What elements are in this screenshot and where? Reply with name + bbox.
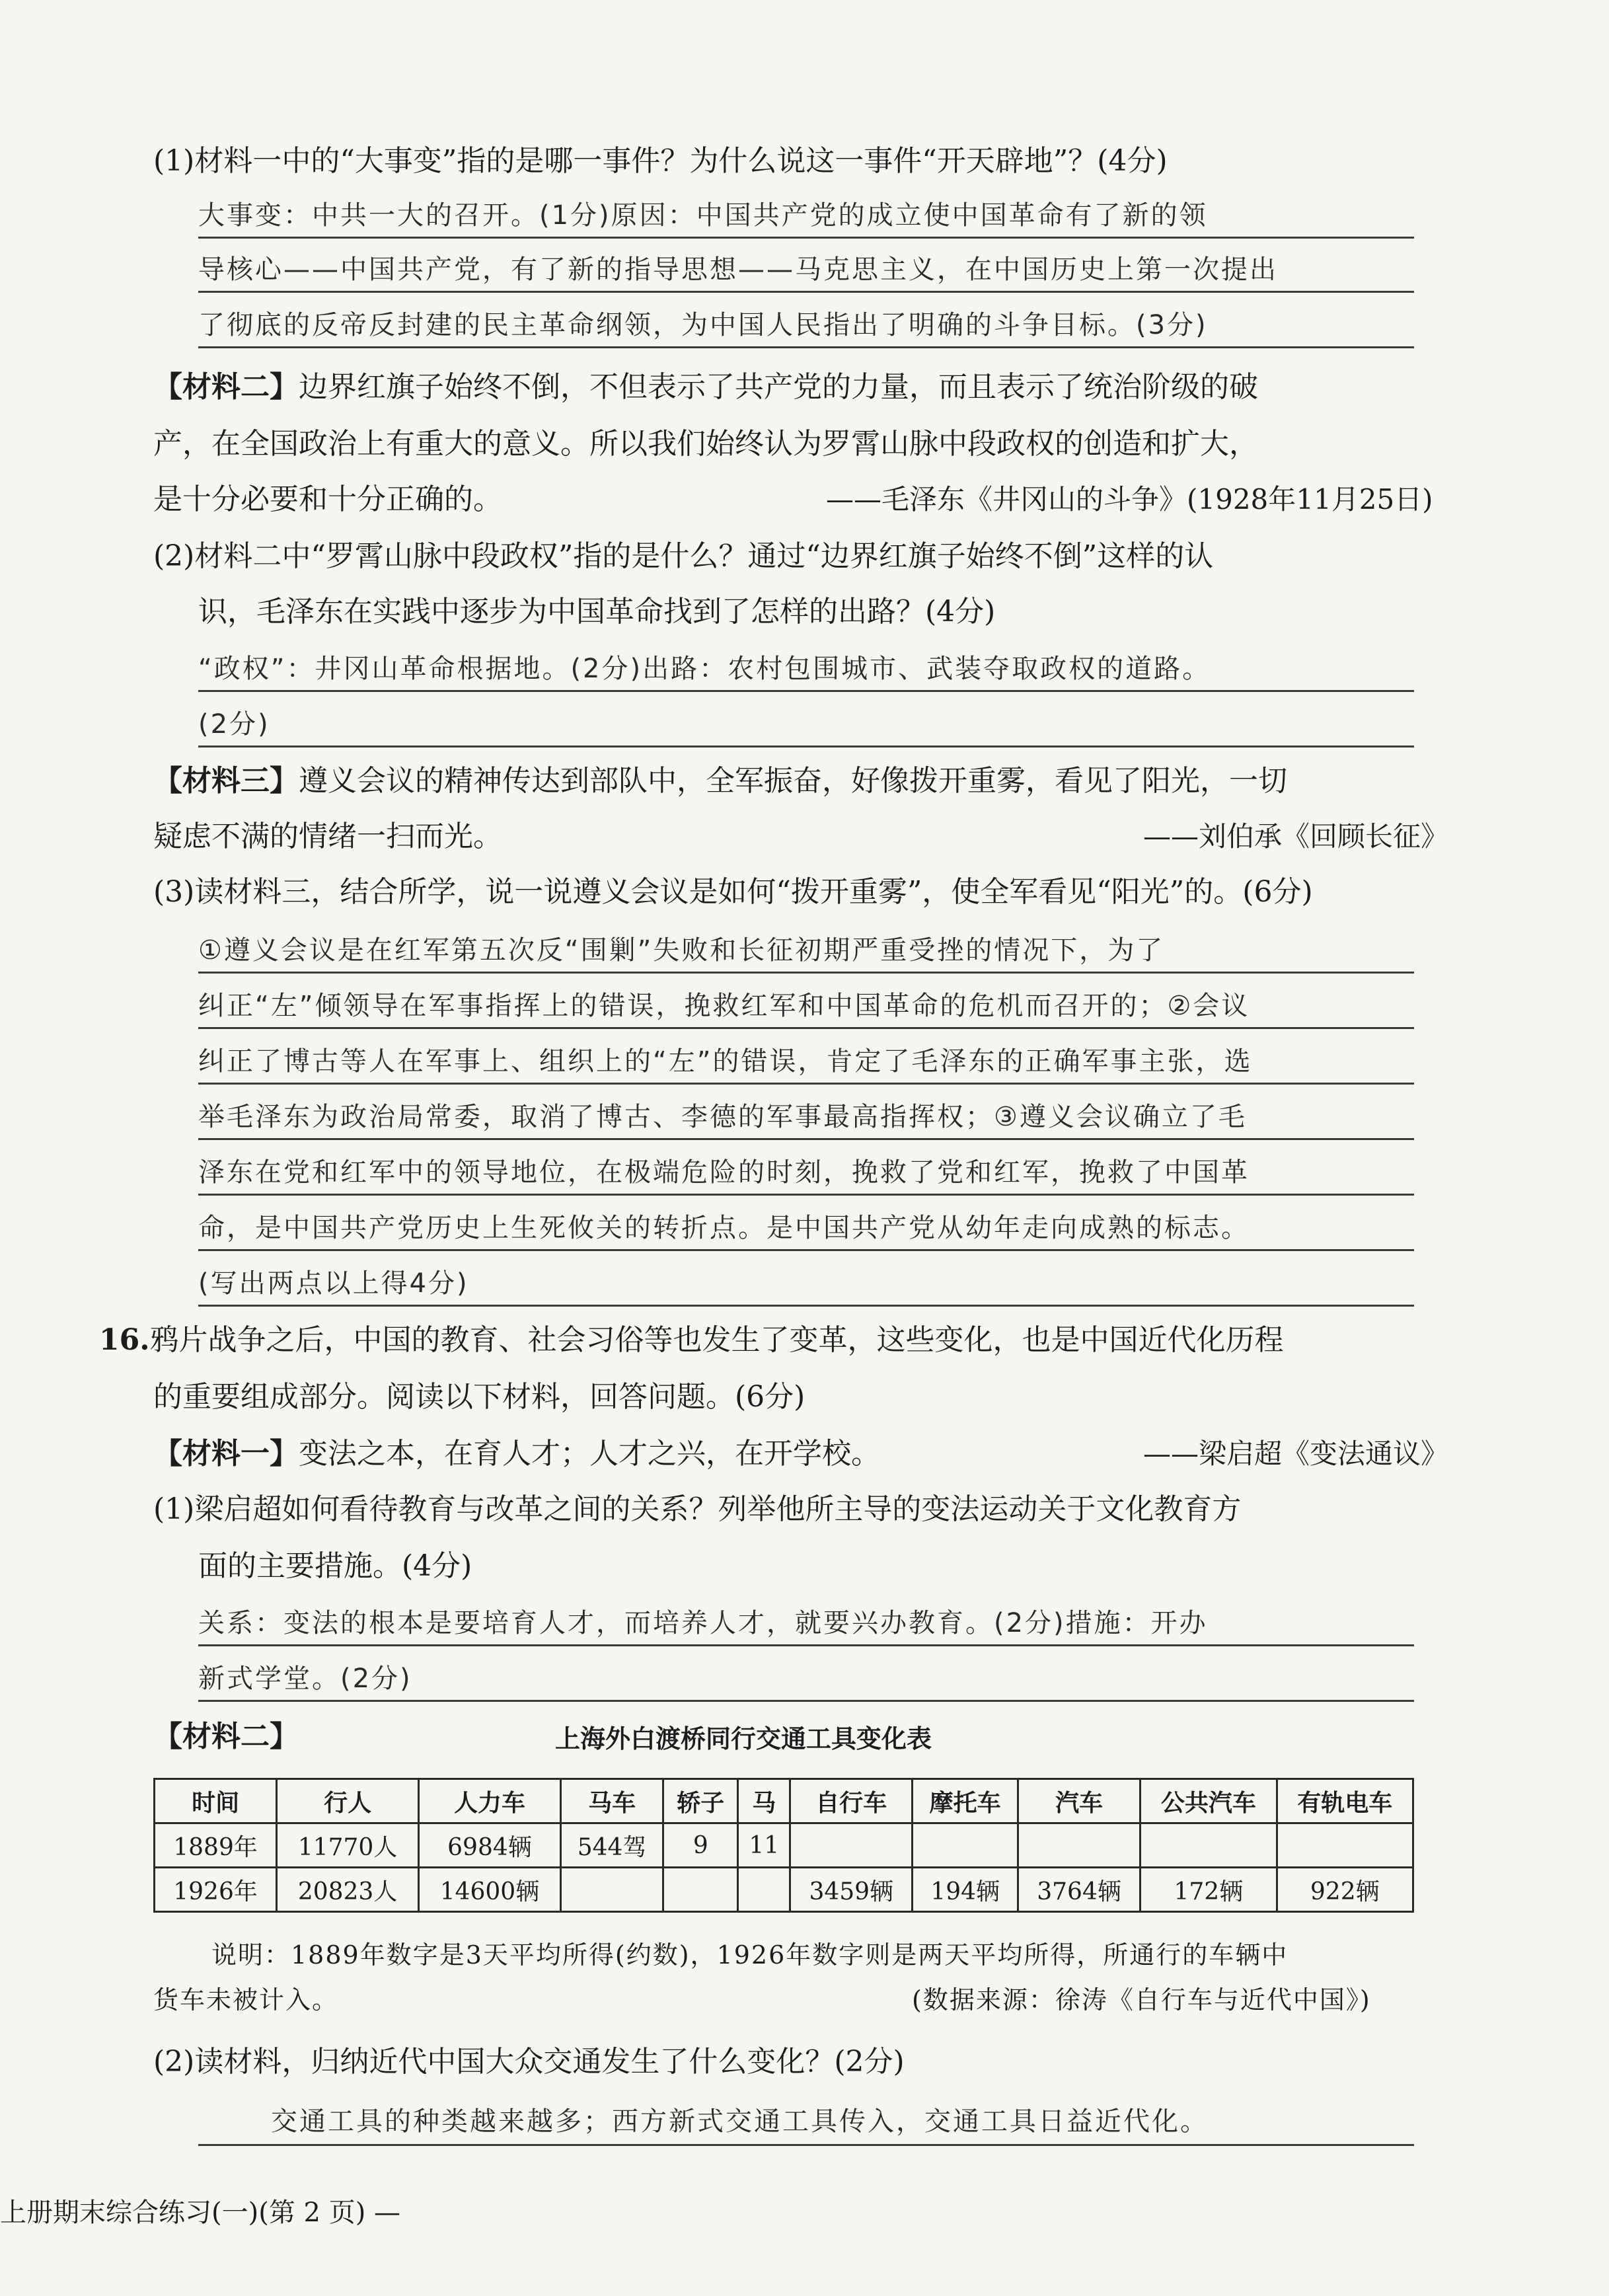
material2-label: 【材料二】: [153, 370, 299, 404]
table-header-cell: 有轨电车: [1277, 1779, 1413, 1823]
table-cell: [913, 1823, 1018, 1868]
answer-rule: [198, 1194, 1414, 1196]
q16-sub1-question-line-2: 面的主要措施。(4分): [198, 1549, 472, 1583]
material2-line-3: 是十分必要和十分正确的。: [153, 482, 502, 516]
transport-table: [153, 1778, 1414, 1913]
table-row: [155, 1823, 1413, 1868]
answer-rule: [198, 1700, 1414, 1702]
material2-text-1: 边界红旗子始终不倒，不但表示了共产党的力量，而且表示了统治阶级的破: [299, 370, 1258, 404]
table-cell: [663, 1868, 738, 1912]
table-cell: 1926年: [155, 1868, 277, 1912]
answer-rule: [198, 2144, 1414, 2146]
q2-question-line-1: (2)材料二中“罗霄山脉中段政权”指的是什么？通过“边界红旗子始终不倒”这样的认: [153, 539, 1214, 573]
answer-rule: [198, 746, 1414, 747]
table-header-cell: 行人: [277, 1779, 419, 1823]
answer-rule: [198, 237, 1414, 239]
table-row: [155, 1868, 1413, 1912]
q16-stem-text-1: 鸦片战争之后，中国的教育、社会习俗等也发生了变革，这些变化，也是中国近代化历程: [149, 1323, 1284, 1357]
q1-answer-line-2: 导核心——中国共产党，有了新的指导思想——马克思主义，在中国历史上第一次提出: [198, 254, 1278, 285]
q2-question-line-2: 识，毛泽东在实践中逐步为中国革命找到了怎样的出路？(4分): [198, 595, 996, 629]
material2-line-1: [153, 367, 1258, 407]
material3-source: ——刘伯承《回顾长征》: [1143, 820, 1449, 853]
table-header-row: [155, 1779, 1413, 1823]
material2-line-2: 产，在全国政治上有重大的意义。所以我们始终认为罗霄山脉中段政权的创造和扩大，: [153, 427, 1258, 461]
table-cell: 3459辆: [790, 1868, 913, 1912]
table-cell: 11770人: [277, 1823, 419, 1868]
table-header-cell: 人力车: [419, 1779, 561, 1823]
answer-rule: [198, 346, 1414, 348]
q3-answer-line-7: (写出两点以上得4分): [198, 1268, 469, 1299]
q3-question: (3)读材料三，结合所学，说一说遵义会议是如何“拨开重雾”，使全军看见“阳光”的。(6分): [153, 875, 1313, 909]
q3-answer-line-5: 泽东在党和红军中的领导地位，在极端危险的时刻，挽救了党和红军，挽救了中国革: [198, 1157, 1250, 1188]
material3-line-2: 疑虑不满的情绪一扫而光。: [153, 820, 502, 853]
answer-rule: [198, 1083, 1414, 1085]
q16-material1-text: 变法之本，在育人才；人才之兴，在开学校。: [299, 1437, 880, 1471]
table-header-cell: 自行车: [790, 1779, 913, 1823]
q16-sub2-question: (2)读材料，归纳近代中国大众交通发生了什么变化？(2分): [153, 2045, 905, 2079]
table-cell: 922辆: [1277, 1868, 1413, 1912]
table-header-cell: 轿子: [663, 1779, 738, 1823]
answer-rule: [198, 1027, 1414, 1029]
q2-answer-line-2: (2分): [198, 709, 270, 740]
q16-sub1-answer-line-2: 新式学堂。(2分): [198, 1664, 412, 1694]
table-header-cell: 马车: [560, 1779, 663, 1823]
table-cell: [738, 1868, 790, 1912]
answer-rule: [198, 1249, 1414, 1251]
q3-answer-line-4: 举毛泽东为政治局常委，取消了博古、李德的军事最高指挥权；③遵义会议确立了毛: [198, 1102, 1247, 1132]
q16-stem-line-2: 的重要组成部分。阅读以下材料，回答问题。(6分): [153, 1380, 805, 1414]
table-header-cell: 马: [738, 1779, 790, 1823]
table-cell: [1141, 1823, 1277, 1868]
answer-rule: [198, 690, 1414, 692]
table-data-source: (数据来源：徐涛《自行车与近代中国》): [912, 1985, 1371, 2014]
table-cell: 14600辆: [419, 1868, 561, 1912]
q16-material2-label-line: [153, 1717, 299, 1757]
material3-text-1: 遵义会议的精神传达到部队中，全军振奋，好像拨开重雾，看见了阳光，一切: [299, 764, 1287, 798]
q16-number: 16.: [99, 1323, 150, 1357]
table-cell: 9: [663, 1823, 738, 1868]
answer-rule: [198, 1644, 1414, 1646]
q16-material1-label: 【材料一】: [153, 1437, 299, 1471]
answer-rule: [198, 1138, 1414, 1140]
table-header-cell: 汽车: [1018, 1779, 1141, 1823]
q16-sub1-answer-line-1: 关系：变法的根本是要培育人才，而培养人才，就要兴办教育。(2分)措施：开办: [198, 1608, 1208, 1638]
q2-answer-line-1: “政权”：井冈山革命根据地。(2分)出路：农村包围城市、武装夺取政权的道路。: [198, 654, 1211, 684]
table-cell: 194辆: [913, 1868, 1018, 1912]
page-footer: 上册期末综合练习(一)(第 2 页) —: [0, 2198, 401, 2228]
table-cell: [790, 1823, 913, 1868]
material3-label: 【材料三】: [153, 764, 299, 798]
q1-answer-line-1: 大事变：中共一大的召开。(1分)原因：中国共产党的成立使中国革命有了新的领: [198, 200, 1208, 231]
table-header-cell: 摩托车: [913, 1779, 1018, 1823]
q3-answer-line-6: 命，是中国共产党历史上生死攸关的转折点。是中国共产党从幼年走向成熟的标志。: [198, 1213, 1250, 1243]
table-cell: 11: [738, 1823, 790, 1868]
table-cell: [1018, 1823, 1141, 1868]
material3-line-1: [153, 761, 1287, 801]
table-cell: 3764辆: [1018, 1868, 1141, 1912]
q1-question: (1)材料一中的“大事变”指的是哪一事件？为什么说这一事件“开天辟地”？(4分): [153, 144, 1168, 178]
q16-material1-source: ——梁启超《变法通议》: [1143, 1437, 1449, 1470]
q3-answer-line-2: 纠正“左”倾领导在军事指挥上的错误，挽救红军和中国革命的危机而召开的；②会议: [198, 991, 1250, 1021]
q16-stem-line-1: [99, 1320, 1284, 1360]
table-cell: [560, 1868, 663, 1912]
table-cell: 20823人: [277, 1868, 419, 1912]
q16-material2-label: 【材料二】: [153, 1720, 299, 1753]
q3-answer-line-3: 纠正了博古等人在军事上、组织上的“左”的错误，肯定了毛泽东的正确军事主张，选: [198, 1046, 1253, 1077]
table-cell: 1889年: [155, 1823, 277, 1868]
answer-rule: [198, 972, 1414, 974]
material2-source: ——毛泽东《井冈山的斗争》(1928年11月25日): [826, 483, 1433, 516]
table-note-line-2: 货车未被计入。: [153, 1985, 339, 2014]
q16-material1: [153, 1434, 880, 1474]
table-cell: [1277, 1823, 1413, 1868]
table-header-cell: 时间: [155, 1779, 277, 1823]
table-cell: 544驾: [560, 1823, 663, 1868]
q3-answer-line-1: ①遵义会议是在红军第五次反“围剿”失败和长征初期严重受挫的情况下，为了: [198, 935, 1165, 966]
answer-rule: [198, 291, 1414, 293]
table-header-cell: 公共汽车: [1141, 1779, 1277, 1823]
table-cell: 6984辆: [419, 1823, 561, 1868]
table-cell: 172辆: [1141, 1868, 1277, 1912]
table-title: 上海外白渡桥同行交通工具变化表: [555, 1724, 932, 1753]
q16-sub2-answer: 交通工具的种类越来越多；西方新式交通工具传入，交通工具日益近代化。: [271, 2106, 1209, 2137]
q16-sub1-question-line-1: (1)梁启超如何看待教育与改革之间的关系？列举他所主导的变法运动关于文化教育方: [153, 1492, 1242, 1526]
answer-rule: [198, 1305, 1414, 1307]
table-note-line-1: 说明：1889年数字是3天平均所得(约数)，1926年数字则是两天平均所得，所通行的车辆中: [211, 1940, 1289, 1970]
q1-answer-line-3: 了彻底的反帝反封建的民主革命纲领，为中国人民指出了明确的斗争目标。(3分): [198, 310, 1208, 340]
